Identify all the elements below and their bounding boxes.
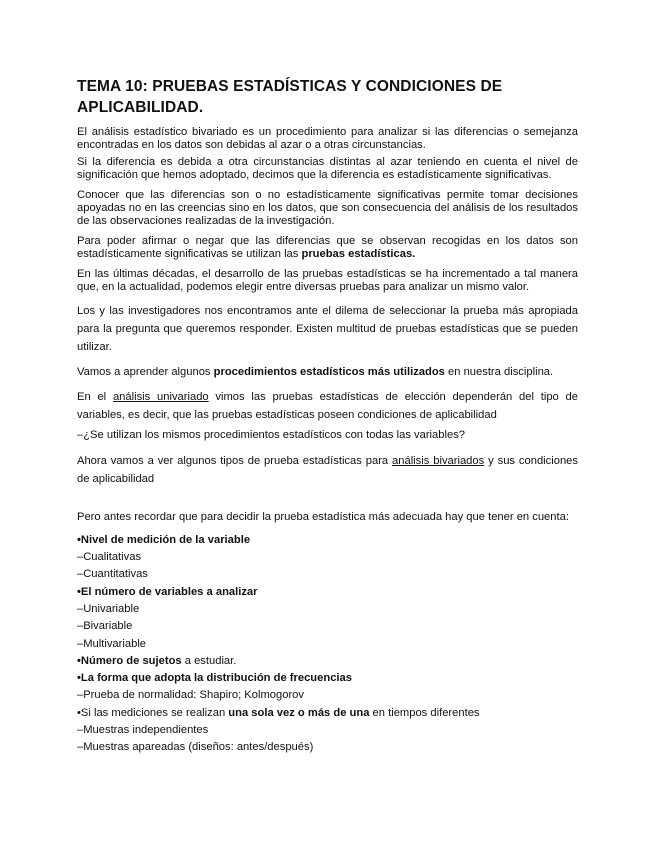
list-item: –Cuantitativas: [77, 568, 148, 581]
paragraph-11: Pero antes recordar que para decidir la prueba estadística más adecuada hay que tener en cuenta:: [77, 510, 569, 523]
criteria-list: [77, 532, 578, 757]
list-item: [77, 532, 578, 549]
paragraph-7-before: Vamos a aprender algunos: [77, 365, 214, 378]
list-item-text: •El número de variables a analizar: [77, 585, 258, 598]
paragraph-2: Si la diferencia es debida a otra circunstancias distintas al azar teniendo en cuenta el nivel de significación que hemos adoptado, decimos que la diferencia es estadísticamente significativas.: [77, 156, 578, 181]
paragraph-1: El análisis estadístico bivariado es un procedimiento para analizar si las diferencias o semejanza encontradas en los datos son debidas al azar o a otras circunstancias.: [77, 126, 578, 151]
paragraph-8-before: En el: [77, 391, 113, 404]
title-line-1: TEMA 10: PRUEBAS ESTADÍSTICAS Y CONDICIONES DE: [77, 78, 503, 95]
list-item: –Prueba de normalidad: Shapiro; Kolmogorov: [77, 689, 304, 702]
paragraph-7: [77, 366, 578, 379]
paragraph-8-after: vimos las pruebas estadísticas de elección dependerán del tipo de variables, es decir, que las pruebas estadísticas poseen condiciones de aplicabilidad: [77, 391, 578, 422]
paragraph-10-after: y sus condiciones de aplicabilidad: [77, 454, 578, 485]
list-item: [77, 584, 578, 601]
paragraph-4-text: Para poder afirmar o negar que las diferencias que se observan recogidas en los datos son estadísticamente significativas se utilizan las: [77, 235, 578, 260]
paragraph-4: [77, 235, 578, 260]
list-item-bold: •Número de sujetos: [77, 654, 182, 667]
list-item: –Multivariable: [77, 637, 147, 650]
title-line-2: APLICABILIDAD.: [77, 99, 204, 116]
list-item: –Bivariable: [77, 620, 133, 633]
paragraph-3: Conocer que las diferencias son o no estadísticamente significativas permite tomar decisiones apoyadas no en las creencias sino en los datos, que son consecuencia del análisis de los resultados de las observaciones realizadas de la investigación.: [77, 189, 578, 227]
paragraph-7-after: en nuestra disciplina.: [444, 365, 554, 378]
list-item: –Muestras apareadas (diseños: antes/después): [77, 741, 314, 754]
paragraph-5: En las últimas décadas, el desarrollo de las pruebas estadísticas se ha incrementado a tal manera que, en la actualidad, podemos elegir entre diversas pruebas para analizar un mismo valor.: [77, 268, 578, 293]
list-item: –Cualitativas: [77, 551, 142, 564]
paragraph-10: [77, 452, 578, 488]
list-item-text: •Nivel de medición de la variable: [77, 533, 251, 546]
list-item: –Muestras independientes: [77, 723, 209, 736]
list-item: [77, 705, 578, 722]
paragraph-6: Los y las investigadores nos encontramos ante el dilema de seleccionar la prueba más apropiada para la pregunta que queremos responder. Existen multitud de pruebas estadísticas que se pueden utilizar.: [77, 304, 578, 353]
list-item-bold: una sola vez o más de una: [228, 706, 370, 719]
bivariate-analysis-link: análisis bivariados: [392, 454, 485, 467]
paragraph-10-before: Ahora vamos a ver algunos tipos de prueba estadísticas para: [77, 454, 393, 467]
list-item-text: a estudiar.: [181, 654, 237, 667]
list-item-text: •La forma que adopta la distribución de frecuencias: [77, 672, 352, 685]
list-item: [77, 670, 578, 687]
list-item-text: en tiempos diferentes: [369, 706, 480, 719]
list-item: –Univariable: [77, 602, 140, 615]
document-title: [77, 76, 578, 118]
paragraph-8: [77, 388, 578, 424]
paragraph-7-bold: procedimientos estadísticos más utilizados: [213, 365, 445, 378]
paragraph-9: –¿Se utilizan los mismos procedimientos estadísticos con todas las variables?: [77, 429, 466, 442]
paragraph-4-bold: pruebas estadísticas.: [301, 247, 416, 260]
list-item-text: •Si las mediciones se realizan: [77, 706, 229, 719]
list-item: [77, 653, 578, 670]
univariate-analysis-link: análisis univariado: [112, 391, 209, 404]
